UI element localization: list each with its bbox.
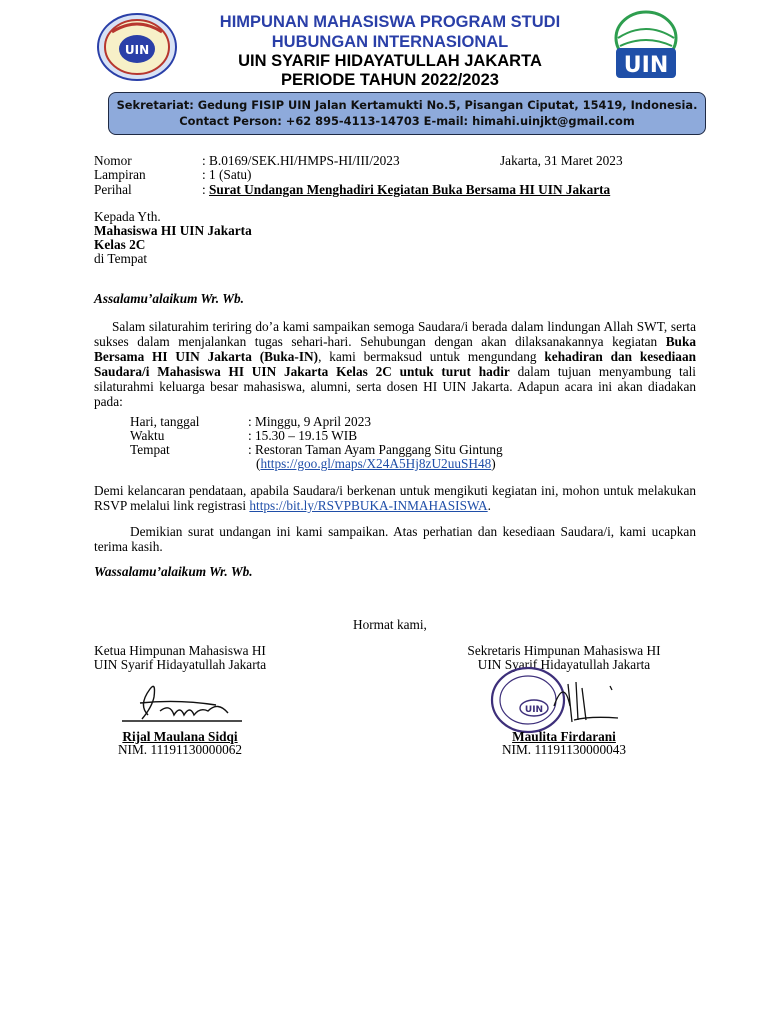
header-line-3: UIN SYARIF HIDAYATULLAH JAKARTA [238, 52, 542, 70]
hormat-kami: Hormat kami, [353, 617, 427, 632]
perihal-row [202, 183, 610, 198]
body-paragraph-2 [94, 483, 696, 513]
body1-part5: dalam tujuan menyambung tali silaturahmi keluarga besar mahasiswa, alumni, serta dosen HI UIN Jakarta. Adapun acara ini akan diadakan pada: [94, 364, 697, 409]
body1-part3: , kami bermaksud untuk mengundang [318, 349, 545, 364]
header-line-2: HUBUNGAN INTERNASIONAL [271, 33, 509, 51]
left-signature [118, 675, 248, 730]
contact-person: Contact Person: +62 895-4113-14703 E-mail: himahi.uinjkt@gmail.com [179, 113, 635, 128]
perihal-colon: : [202, 182, 210, 197]
nomor-label: Nomor [94, 153, 132, 168]
map-open-paren: ( [256, 456, 261, 471]
right-signer-nim: NIM. 11191130000043 [501, 742, 627, 757]
event-time-label: Waktu [130, 428, 165, 443]
rsvp-link[interactable]: https://bit.ly/RSVPBUKA-INMAHASISWA [249, 498, 488, 513]
stamp-text: UIN [524, 705, 544, 715]
invitation-emphasis: kehadiran dan kesediaan Saudara/i Mahasiswa HI UIN Jakarta Kelas 2C untuk turut hadir [94, 349, 696, 379]
left-signer-title-1: Ketua Himpunan Mahasiswa HI [94, 643, 266, 658]
contact-box [108, 92, 706, 135]
recipient-salutation: Kepada Yth. [94, 209, 161, 224]
himpunan-logo [96, 12, 178, 82]
header-line-1: HIMPUNAN MAHASISWA PROGRAM STUDI [219, 13, 561, 31]
event-day-value: : Minggu, 9 April 2023 [248, 414, 372, 429]
recipient-class: Kelas 2C [94, 237, 146, 252]
map-close-paren: ) [491, 456, 496, 471]
body2-part2: . [487, 498, 491, 513]
event-day-label: Hari, tanggal [130, 414, 200, 429]
letter-date: Jakarta, 31 Maret 2023 [500, 153, 623, 168]
greeting: Assalamu’alaikum Wr. Wb. [94, 291, 245, 306]
body1-part1: Salam silaturahim teriring do’a kami sampaikan semoga Saudara/i berada dalam lindungan Allah SWT, serta sukses dalam menjalankan tugas sehari-hari. Sehubungan dengan akan dilaksanakannya kegiatan [94, 319, 696, 349]
body2-part1: Demi kelancaran pendataan, apabila Saudara/i berkenan untuk mengikuti kegiatan ini, mohon untuk melakukan RSVP melalui link registrasi [94, 483, 696, 513]
event-map-row [256, 457, 496, 472]
recipient-place: di Tempat [94, 251, 148, 266]
perihal-value: Surat Undangan Menghadiri Kegiatan Buka Bersama HI UIN Jakarta [209, 182, 611, 197]
right-signer-title-1: Sekretaris Himpunan Mahasiswa HI [467, 643, 661, 658]
lampiran-label: Lampiran [94, 167, 146, 182]
header-line-4: PERIODE TAHUN 2022/2023 [281, 71, 499, 89]
stamp-seal [490, 664, 630, 736]
right-signer-name: Maulita Firdarani [512, 729, 616, 744]
logo-right-text: UIN [623, 53, 669, 78]
perihal-label: Perihal [94, 182, 132, 197]
event-place-value: : Restoran Taman Ayam Panggang Situ Gintung [248, 442, 503, 457]
event-name: Buka Bersama HI UIN Jakarta (Buka-IN) [94, 334, 696, 364]
body-paragraph-1 [94, 319, 696, 409]
lampiran-value: : 1 (Satu) [202, 167, 252, 182]
nomor-value: : B.0169/SEK.HI/HMPS-HI/III/2023 [202, 153, 400, 168]
body-paragraph-3: Demikian surat undangan ini kami sampaikan. Atas perhatian dan kesediaan Saudara/i, kami ucapkan terima kasih. [94, 524, 696, 554]
contact-address: Sekretariat: Gedung FISIP UIN Jalan Kertamukti No.5, Pisangan Ciputat, 15419, Indonesia. [116, 98, 698, 112]
right-signer-title-2: UIN Syarif Hidayatullah Jakarta [477, 657, 651, 672]
left-signer-title-2: UIN Syarif Hidayatullah Jakarta [93, 657, 267, 672]
map-link[interactable]: https://goo.gl/maps/X24A5Hj8zU2uuSH48 [260, 456, 492, 471]
event-time-value: : 15.30 – 19.15 WIB [248, 428, 358, 443]
recipient-name: Mahasiswa HI UIN Jakarta [94, 223, 252, 238]
uin-logo [606, 8, 686, 84]
logo-left-text: UIN [124, 43, 150, 57]
left-signer-nim: NIM. 11191130000062 [117, 742, 243, 757]
closing-greeting: Wassalamu’alaikum Wr. Wb. [94, 564, 253, 579]
event-place-label: Tempat [130, 442, 170, 457]
left-signer-name: Rijal Maulana Sidqi [122, 729, 238, 744]
